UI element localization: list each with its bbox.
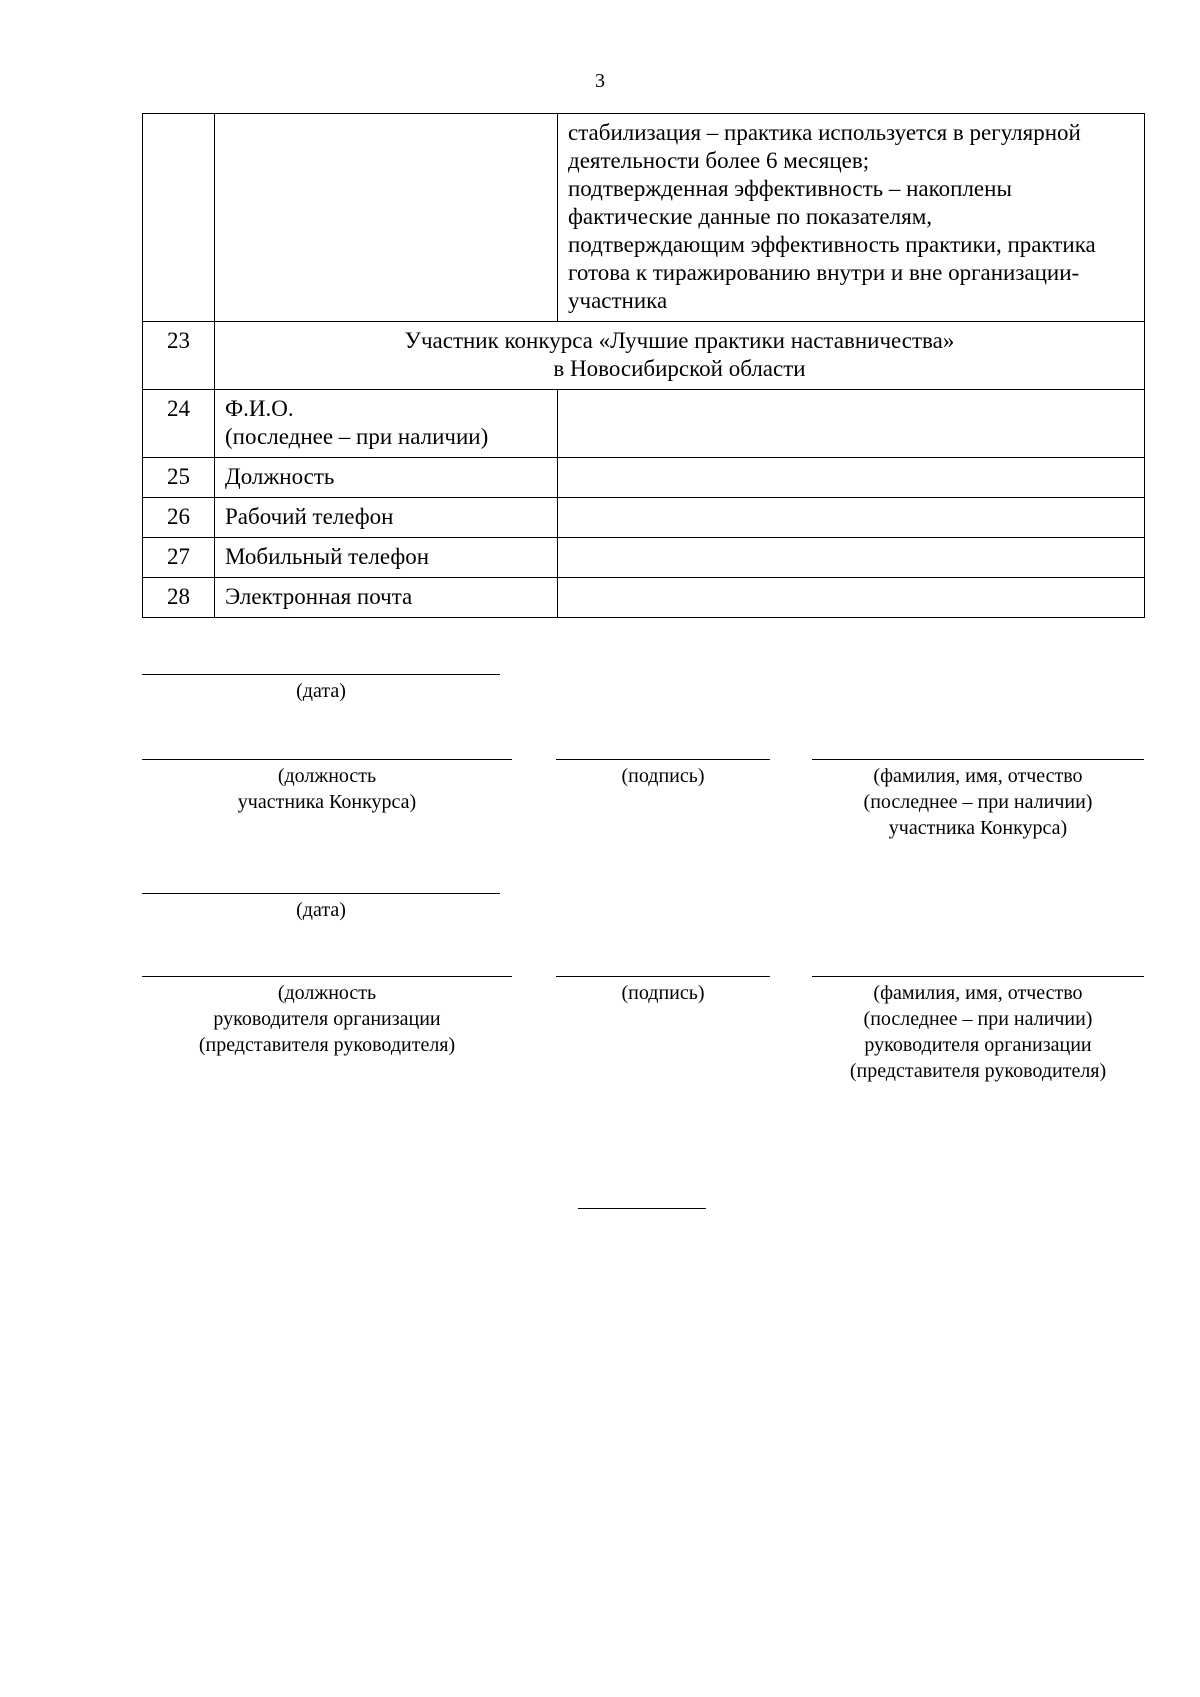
participant-position-caption <box>142 763 512 815</box>
caption-line: участника Конкурса) <box>888 817 1068 839</box>
table-row-continuation <box>143 114 1145 322</box>
head-name-caption <box>812 980 1144 1084</box>
row-number: 27 <box>143 538 215 578</box>
head-position-caption <box>142 980 512 1058</box>
application-form-table <box>142 113 1145 618</box>
continuation-line: готова к тиражированию внутри и вне организации- <box>568 260 1080 285</box>
section-subtitle: в Новосибирской области <box>553 356 806 381</box>
table-row-position <box>143 458 1145 498</box>
row-label: Ф.И.О. <box>225 396 294 421</box>
continuation-line: подтвержденная эффективность – накоплены <box>568 176 1012 201</box>
position-value-cell[interactable] <box>558 458 1145 498</box>
row-label-cell <box>215 390 558 458</box>
document-end-line <box>578 1208 706 1209</box>
participant-signature-label: (подпись) <box>621 765 705 787</box>
caption-line: участника Конкурса) <box>237 791 417 813</box>
section-title-cell <box>215 322 1145 390</box>
row-label: Мобильный телефон <box>215 538 558 578</box>
participant-date-label: (дата) <box>296 680 346 702</box>
continuation-line: стабилизация – практика используется в регулярной <box>568 120 1081 145</box>
head-position-line[interactable] <box>142 976 512 977</box>
work-phone-value-cell[interactable] <box>558 498 1145 538</box>
head-name-line[interactable] <box>812 976 1144 977</box>
caption-line: (последнее – при наличии) <box>863 1008 1093 1030</box>
page-number: 3 <box>595 70 605 92</box>
head-signature-label: (подпись) <box>621 982 705 1004</box>
row-number: 24 <box>143 390 215 458</box>
table-row-email <box>143 578 1145 618</box>
participant-name-line[interactable] <box>812 759 1144 760</box>
continuation-line: подтверждающим эффективность практики, практика <box>568 232 1096 257</box>
caption-line: руководителя организации <box>864 1034 1092 1056</box>
row-label-cell <box>215 114 558 322</box>
email-value-cell[interactable] <box>558 578 1145 618</box>
participant-date-line[interactable] <box>142 674 500 675</box>
row-number-cell <box>143 114 215 322</box>
caption-line: (должность <box>277 765 377 787</box>
table-row-mobile-phone <box>143 538 1145 578</box>
row-number: 23 <box>143 322 215 390</box>
continuation-text-cell <box>558 114 1145 322</box>
caption-line: (должность <box>277 982 377 1004</box>
caption-line: (фамилия, имя, отчество <box>873 982 1083 1004</box>
row-number: 28 <box>143 578 215 618</box>
participant-signature-line[interactable] <box>556 759 770 760</box>
head-signature-line[interactable] <box>556 976 770 977</box>
caption-line: (представителя руководителя) <box>849 1060 1107 1082</box>
row-label: Должность <box>215 458 558 498</box>
caption-line: руководителя организации <box>213 1008 441 1030</box>
row-label: Рабочий телефон <box>215 498 558 538</box>
fio-value-cell[interactable] <box>558 390 1145 458</box>
row-number: 26 <box>143 498 215 538</box>
row-number: 25 <box>143 458 215 498</box>
participant-position-line[interactable] <box>142 759 512 760</box>
table-row-section-participant <box>143 322 1145 390</box>
caption-line: (представителя руководителя) <box>198 1034 456 1056</box>
row-label-note: (последнее – при наличии) <box>225 424 489 449</box>
mobile-phone-value-cell[interactable] <box>558 538 1145 578</box>
caption-line: (последнее – при наличии) <box>863 791 1093 813</box>
table-row-work-phone <box>143 498 1145 538</box>
participant-name-caption <box>812 763 1144 841</box>
continuation-line: участника <box>568 288 668 313</box>
table-row-fio <box>143 390 1145 458</box>
caption-line: (фамилия, имя, отчество <box>873 765 1083 787</box>
head-date-label: (дата) <box>296 899 346 921</box>
head-date-line[interactable] <box>142 893 500 894</box>
continuation-line: фактические данные по показателям, <box>568 204 933 229</box>
row-label: Электронная почта <box>215 578 558 618</box>
section-title: Участник конкурса «Лучшие практики наставничества» <box>404 328 955 353</box>
continuation-line: деятельности более 6 месяцев; <box>568 148 870 173</box>
